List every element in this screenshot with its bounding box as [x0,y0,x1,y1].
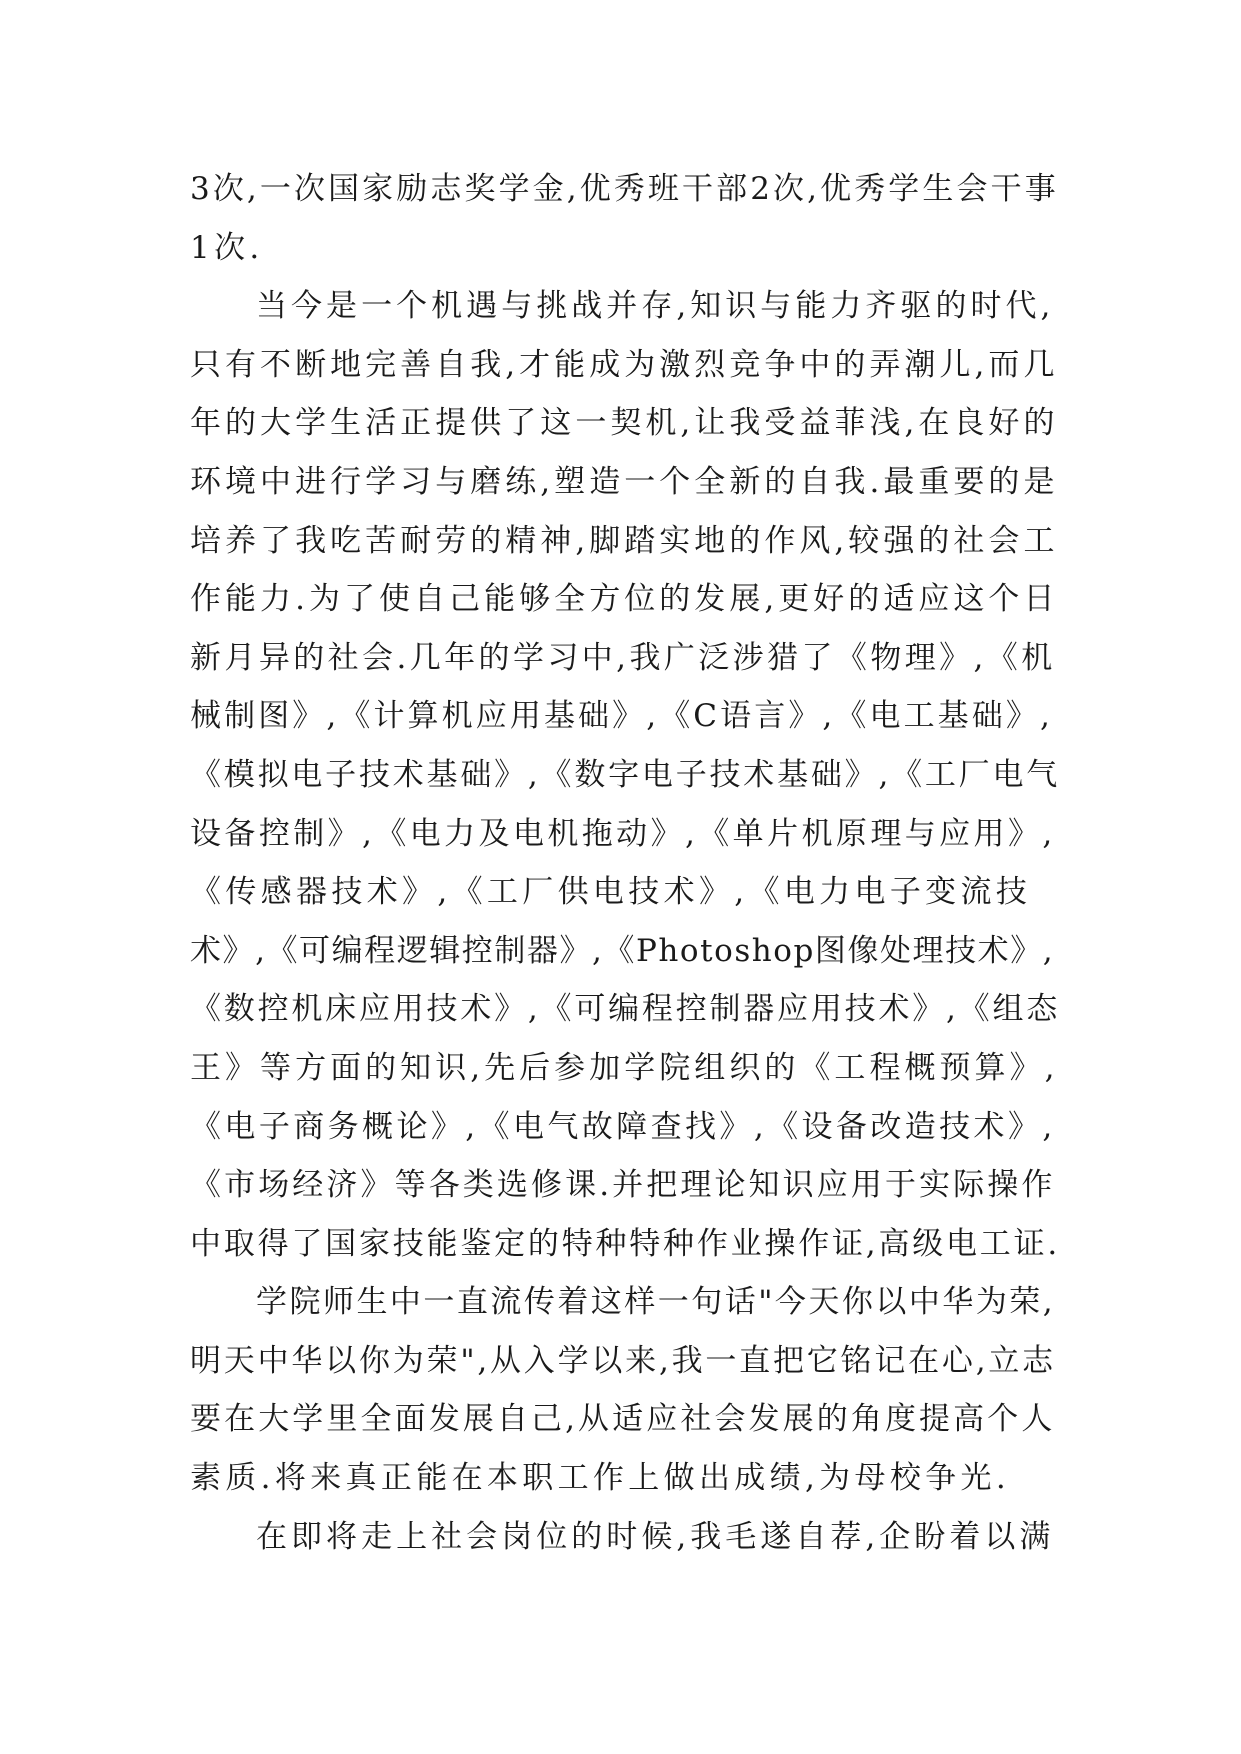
text-line: 新月异的社会.几年的学习中,我广泛涉猎了《物理》,《机 [190,639,1056,676]
text-line: 培养了我吃苦耐劳的精神,脚踏实地的作风,较强的社会工 [190,522,1059,559]
text-line: 王》等方面的知识,先后参加学院组织的《工程概预算》, [190,1049,1059,1086]
text-line: 当今是一个机遇与挑战并存,知识与能力齐驱的时代, [256,288,1055,325]
text-line: 要在大学里全面发展自己,从适应社会发展的角度提高个人 [190,1401,1056,1438]
text-line: 1次. [190,229,264,266]
text-line: 年的大学生活正提供了这一契机,让我受益菲浅,在良好的 [190,405,1059,442]
text-line: 设备控制》,《电力及电机拖动》,《单片机原理与应用》, [190,815,1056,852]
text-line: 《电子商务概论》,《电气故障查找》,《设备改造技术》, [190,1108,1056,1145]
text-line: 《模拟电子技术基础》,《数字电子技术基础》,《工厂电气 [190,756,1061,793]
text-line: 素质.将来真正能在本职工作上做出成绩,为母校争光. [190,1460,1011,1497]
text-line: 《数控机床应用技术》,《可编程控制器应用技术》,《组态 [190,991,1061,1028]
text-line: 《传感器技术》,《工厂供电技术》,《电力电子变流技 [190,874,1032,911]
text-line: 在即将走上社会岗位的时候,我毛遂自荐,企盼着以满 [256,1518,1055,1555]
text-line: 作能力.为了使自己能够全方位的发展,更好的适应这个日 [190,581,1059,618]
body-text [190,160,1060,1566]
text-line: 3次,一次国家励志奖学金,优秀班干部2次,优秀学生会干事 [190,171,1059,207]
text-line: 中取得了国家技能鉴定的特种特种作业操作证,高级电工证. [190,1225,1061,1262]
text-line: 学院师生中一直流传着这样一句话"今天你以中华为荣, [256,1284,1056,1321]
text-line: 环境中进行学习与磨练,塑造一个全新的自我.最重要的是 [190,463,1059,500]
text-line: 术》,《可编程逻辑控制器》,《Photoshop图像处理技术》, [190,932,1055,969]
text-line: 明天中华以你为荣",从入学以来,我一直把它铭记在心,立志 [190,1342,1056,1379]
text-line: 《市场经济》等各类选修课.并把理论知识应用于实际操作 [190,1167,1056,1204]
text-line: 只有不断地完善自我,才能成为激烈竞争中的弄潮儿,而几 [190,346,1059,383]
text-line: 械制图》,《计算机应用基础》,《C语言》,《电工基础》, [190,698,1053,735]
